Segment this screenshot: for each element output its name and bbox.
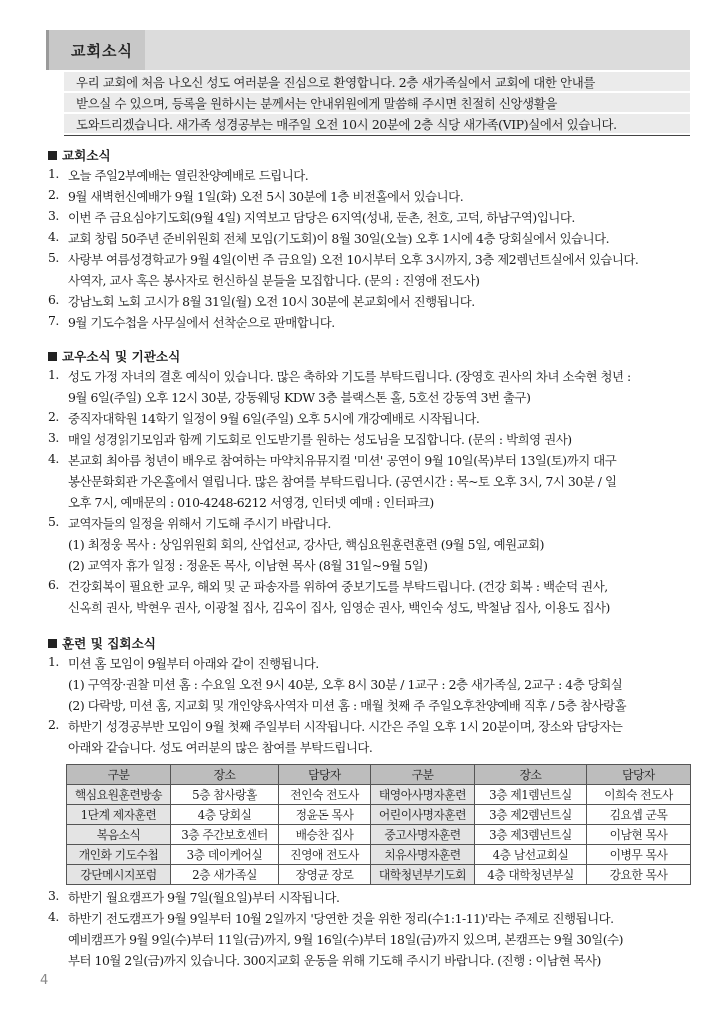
page-title: 교회소식 bbox=[71, 42, 133, 60]
item-text: 9월 기도수첩을 사무실에서 선착순으로 판매합니다. bbox=[68, 315, 335, 330]
item-number: 4. bbox=[48, 909, 59, 924]
item-text: (2) 교역자 휴가 일정 : 정윤돈 목사, 이남현 목사 (8월 31일~9월 5일) bbox=[68, 558, 428, 573]
square-bullet-icon bbox=[48, 352, 57, 361]
item-text: (2) 다락방, 미션 홈, 지교회 및 개인양육사역자 미션 홈 : 매월 첫째 주 주일오후찬양예배 직후 / 5층 참사랑홀 bbox=[68, 698, 627, 713]
item-number: 3. bbox=[48, 208, 59, 223]
item-number: 4. bbox=[48, 451, 59, 466]
table-cell: 강단메시지포럼 bbox=[67, 865, 171, 885]
table-cell: 김요셉 군목 bbox=[587, 805, 691, 825]
table-cell: 2층 새가족실 bbox=[171, 865, 279, 885]
item-number: 3. bbox=[48, 430, 59, 445]
section-title: 훈련 및 집회소식 bbox=[62, 636, 156, 651]
item-text: 미션 홈 모임이 9월부터 아래와 같이 진행됩니다. bbox=[68, 656, 319, 671]
item-number: 2. bbox=[48, 409, 59, 424]
item-number: 3. bbox=[48, 888, 59, 903]
table-cell: 강요한 목사 bbox=[587, 865, 691, 885]
item-number: 5. bbox=[48, 514, 59, 529]
welcome-box bbox=[64, 70, 690, 136]
item-number: 1. bbox=[48, 367, 59, 382]
table-row bbox=[67, 825, 691, 845]
square-bullet-icon bbox=[48, 639, 57, 648]
table-cell: 4층 대학청년부실 bbox=[475, 865, 587, 885]
table-cell: 1단계 제자훈련 bbox=[67, 805, 171, 825]
item-text: 오후 7시, 예매문의 : 010-4248-6212 서영경, 인터넷 예매 : 인터파크) bbox=[68, 495, 434, 510]
table-header: 장소 bbox=[475, 765, 587, 785]
table-cell: 중고사명자훈련 bbox=[371, 825, 475, 845]
item-text: 사랑부 여름성경학교가 9월 4일(이번 주 금요일) 오전 10시부터 오후 3시까지, 3층 제2렘넌트실에서 있습니다. bbox=[68, 252, 639, 267]
table-cell: 3층 데이케어실 bbox=[171, 845, 279, 865]
item-text: 매일 성경읽기모임과 함께 기도회로 인도받기를 원하는 성도님을 모집합니다. (문의 : 박희영 권사) bbox=[68, 432, 572, 447]
header-bar bbox=[46, 30, 690, 70]
table-row bbox=[67, 845, 691, 865]
item-text: 하반기 성경공부반 모임이 9월 첫째 주일부터 시작됩니다. 시간은 주일 오후 1시 20분이며, 장소와 담당자는 bbox=[68, 719, 623, 734]
table-cell: 전인숙 전도사 bbox=[279, 785, 371, 805]
table-cell: 핵심요원훈련방송 bbox=[67, 785, 171, 805]
table-row bbox=[67, 805, 691, 825]
item-text: 하반기 전도캠프가 9월 9일부터 10월 2일까지 '당연한 것을 위한 정리(수1:1-11)'라는 주제로 진행됩니다. bbox=[68, 911, 614, 926]
table-header: 구분 bbox=[67, 765, 171, 785]
item-number: 1. bbox=[48, 654, 59, 669]
section-title: 교회소식 bbox=[62, 148, 111, 163]
item-text: 신옥희 권사, 박현우 권사, 이광철 집사, 김옥이 집사, 임영순 권사, 백인숙 성도, 박철남 집사, 이용도 집사) bbox=[68, 600, 610, 615]
table-cell: 3층 제2렘넌트실 bbox=[475, 805, 587, 825]
item-number: 5. bbox=[48, 250, 59, 265]
table-cell: 3층 제1렘넌트실 bbox=[475, 785, 587, 805]
table-cell: 3층 주간보호센터 bbox=[171, 825, 279, 845]
table-cell: 진영애 전도사 bbox=[279, 845, 371, 865]
item-text: 이번 주 금요심야기도회(9월 4일) 지역보고 담당은 6지역(성내, 둔촌, 천호, 고덕, 하남구역)입니다. bbox=[68, 210, 575, 225]
table-cell: 이희숙 전도사 bbox=[587, 785, 691, 805]
item-text: (1) 최정웅 목사 : 상임위원회 회의, 산업선교, 강사단, 핵심요원훈련훈련 (9월 5일, 예원교회) bbox=[68, 537, 545, 552]
table-cell: 태영아사명자훈련 bbox=[371, 785, 475, 805]
item-text: 9월 6일(주일) 오후 12시 30분, 강동웨딩 KDW 3층 블랙스톤 홀, 5호선 강동역 3번 출구) bbox=[68, 390, 531, 405]
table-header: 담당자 bbox=[279, 765, 371, 785]
item-number: 6. bbox=[48, 577, 59, 592]
item-text: 중직자대학원 14학기 일정이 9월 6일(주일) 오후 5시에 개강예배로 시작됩니다. bbox=[68, 411, 480, 426]
item-number: 6. bbox=[48, 292, 59, 307]
table-header-row bbox=[67, 765, 691, 785]
item-text: 사역자, 교사 혹은 봉사자로 헌신하실 분들을 모집합니다. (문의 : 진영애 전도사) bbox=[68, 273, 480, 288]
item-number: 1. bbox=[48, 166, 59, 181]
table-cell: 배승찬 집사 bbox=[279, 825, 371, 845]
section-heading-member-news bbox=[48, 346, 180, 365]
page-number: 4 bbox=[40, 973, 49, 988]
table-cell: 복음소식 bbox=[67, 825, 171, 845]
item-text: 예비캠프가 9월 9일(수)부터 11일(금)까지, 9월 16일(수)부터 18일(금)까지 있으며, 본캠프는 9월 30일(수) bbox=[68, 932, 624, 947]
item-text: (1) 구역장·권찰 미션 홈 : 수요일 오전 9시 40분, 오후 8시 30분 / 1교구 : 2층 새가족실, 2교구 : 4층 당회실 bbox=[68, 677, 623, 692]
item-text: 강남노회 노회 고시가 8월 31일(월) 오전 10시 30분에 본교회에서 진행됩니다. bbox=[68, 294, 475, 309]
item-text: 교역자들의 일정을 위해서 기도해 주시기 바랍니다. bbox=[68, 516, 331, 531]
table-row bbox=[67, 865, 691, 885]
item-text: 성도 가정 자녀의 결혼 예식이 있습니다. 많은 축하와 기도를 부탁드립니다. (장영호 권사의 차녀 소숙현 청년 : bbox=[68, 369, 631, 384]
item-text: 본교회 최아름 청년이 배우로 참여하는 마약치유뮤지컬 '미션' 공연이 9월 10일(목)부터 13일(토)까지 대구 bbox=[68, 453, 617, 468]
table-cell: 5층 참사랑홀 bbox=[171, 785, 279, 805]
table-row bbox=[67, 785, 691, 805]
item-number: 4. bbox=[48, 229, 59, 244]
table-cell: 4층 남선교회실 bbox=[475, 845, 587, 865]
item-text: 교회 창립 50주년 준비위원회 전체 모임(기도회)이 8월 30일(오늘) 오후 1시에 4층 당회실에서 있습니다. bbox=[68, 231, 610, 246]
welcome-text: 도와드리겠습니다. 새가족 성경공부는 매주일 오전 10시 20분에 2층 식당 새가족(VIP)실에서 있습니다. bbox=[76, 117, 617, 132]
table-cell: 4층 당회실 bbox=[171, 805, 279, 825]
table-cell: 대학청년부기도회 bbox=[371, 865, 475, 885]
table-cell: 치유사명자훈련 bbox=[371, 845, 475, 865]
section-title: 교우소식 및 기관소식 bbox=[62, 349, 181, 364]
item-number: 2. bbox=[48, 717, 59, 732]
item-text: 9월 새벽헌신예배가 9월 1일(화) 오전 5시 30분에 1층 비전홀에서 있습니다. bbox=[68, 189, 464, 204]
item-text: 아래와 같습니다. 성도 여러분의 많은 참여를 부탁드립니다. bbox=[68, 740, 373, 755]
table-cell: 장영균 장로 bbox=[279, 865, 371, 885]
item-text: 하반기 월요캠프가 9월 7일(월요일)부터 시작됩니다. bbox=[68, 890, 340, 905]
item-number: 7. bbox=[48, 313, 59, 328]
welcome-text: 받으실 수 있으며, 등록을 원하시는 분께서는 안내위원에게 말씀해 주시면 친절히 신앙생활을 bbox=[76, 96, 558, 111]
table-cell: 정윤돈 목사 bbox=[279, 805, 371, 825]
table-cell: 이남현 목사 bbox=[587, 825, 691, 845]
item-number: 2. bbox=[48, 187, 59, 202]
welcome-text: 우리 교회에 처음 나오신 성도 여러분을 진심으로 환영합니다. 2층 새가족실에서 교회에 대한 안내를 bbox=[76, 75, 595, 90]
item-text: 부터 10월 2일(금)까지 있습니다. 300지교회 운동을 위해 기도해 주시기 바랍니다. (진행 : 이남현 목사) bbox=[68, 953, 601, 968]
table-header: 장소 bbox=[171, 765, 279, 785]
table-cell: 이병무 목사 bbox=[587, 845, 691, 865]
table-cell: 3층 제3렘넌트실 bbox=[475, 825, 587, 845]
section-heading-church-news bbox=[48, 145, 111, 164]
square-bullet-icon bbox=[48, 151, 57, 160]
section-heading-training-news bbox=[48, 633, 156, 652]
bible-study-table bbox=[66, 764, 691, 885]
item-text: 오늘 주일2부예배는 열린찬양예배로 드립니다. bbox=[68, 168, 309, 183]
item-text: 봉산문화회관 가온홀에서 열립니다. 많은 참여를 부탁드립니다. (공연시간 : 목~토 오후 3시, 7시 30분 / 일 bbox=[68, 474, 617, 489]
table-cell: 개인화 기도수첩 bbox=[67, 845, 171, 865]
table-header: 구분 bbox=[371, 765, 475, 785]
table-header: 담당자 bbox=[587, 765, 691, 785]
table-cell: 어린이사명자훈련 bbox=[371, 805, 475, 825]
item-text: 건강회복이 필요한 교우, 해외 및 군 파송자를 위하여 중보기도를 부탁드립니다. (건강 회복 : 백순덕 권사, bbox=[68, 579, 608, 594]
